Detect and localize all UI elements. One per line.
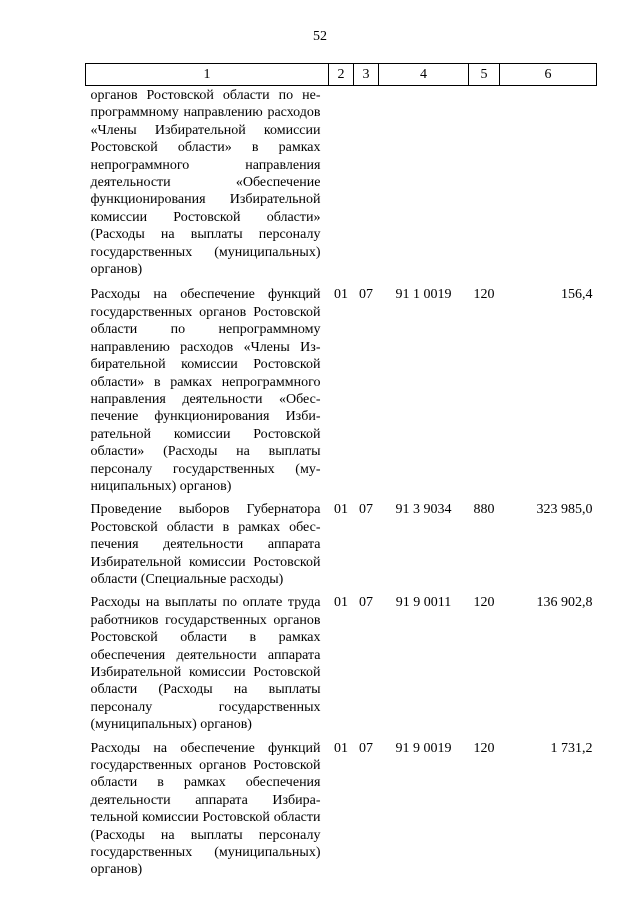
row-description: Расходы на выплаты по оплате труда работников государственных органов Ростовской области в рамках обеспечения деятельности аппарата Избирательной комиссии Ростовской области (Расходы на выплаты персоналу государственных (муниципальных) органов) [90, 595, 321, 733]
header-row [86, 64, 597, 86]
row-expense-type: 120 [473, 595, 495, 611]
row-subsection: 07 [359, 287, 373, 303]
row-target-article: 91 1 0019 [395, 287, 452, 303]
row-description: Проведение выборов Губернатора Ростовской области в рамках обеспечения деятельности аппарата Избирательной комиссии Ростовской области (Специальные расходы) [90, 502, 321, 587]
header-col-5: 5 [469, 64, 500, 86]
row-target-article: 91 9 0019 [395, 740, 452, 756]
row-expense-type [469, 86, 500, 287]
table-body [86, 86, 597, 885]
header-col-4: 4 [379, 64, 469, 86]
row-subsection: 07 [359, 595, 373, 611]
row-target-article: 91 3 9034 [395, 502, 452, 518]
row-subsection: 07 [359, 740, 373, 756]
table-row [86, 286, 597, 501]
header-col-2: 2 [329, 64, 354, 86]
row-expense-type: 120 [473, 740, 495, 756]
row-section: 01 [334, 595, 348, 611]
row-subsection: 07 [359, 502, 373, 518]
table-row [86, 86, 597, 287]
row-section [329, 86, 354, 287]
budget-table [85, 63, 597, 885]
row-description: Расходы на обеспечение функций государственных органов Ростовской области по непрограммному направлению расходов «Члены Избирательной комиссии Ростовской области» в рамках непрограммного направления деятельности «Обеспечение функционирования Избирательной комиссии Ростовской области» (Расходы на выплаты персоналу государственных (муниципальных) органов) [90, 287, 321, 494]
row-section: 01 [334, 740, 348, 756]
row-subsection [354, 86, 379, 287]
row-target-article [379, 86, 469, 287]
row-section: 01 [334, 502, 348, 518]
table-row [86, 501, 597, 594]
row-amount: 1 731,2 [550, 740, 593, 756]
table-row [86, 740, 597, 885]
row-description: органов Ростовской области по непрограммному направлению расходов «Члены Избирательной комиссии Ростовской области» в рамках непрограммного направления деятельности «Обеспечение функционирования Избирательной комиссии Ростовской области» (Расходы на выплаты персоналу государственных (муниципальных) органов) [90, 88, 321, 278]
row-amount [500, 86, 597, 287]
row-section: 01 [334, 287, 348, 303]
row-amount: 136 902,8 [536, 595, 593, 611]
row-target-article: 91 9 0011 [395, 595, 452, 611]
table-row [86, 594, 597, 739]
header-col-3: 3 [354, 64, 379, 86]
row-amount: 156,4 [561, 287, 593, 303]
table-header [86, 64, 597, 86]
page-number: 52 [313, 29, 327, 44]
row-amount: 323 985,0 [536, 502, 593, 518]
row-description: Расходы на обеспечение функций государственных органов Ростовской области в рамках обеспечения деятельности аппарата Избирательной комиссии Ростовской области (Расходы на выплаты персоналу государственных (муниципальных) органов) [90, 740, 321, 878]
row-expense-type: 880 [473, 502, 495, 518]
header-col-1: 1 [86, 64, 329, 86]
row-expense-type: 120 [473, 287, 495, 303]
header-col-6: 6 [500, 64, 597, 86]
